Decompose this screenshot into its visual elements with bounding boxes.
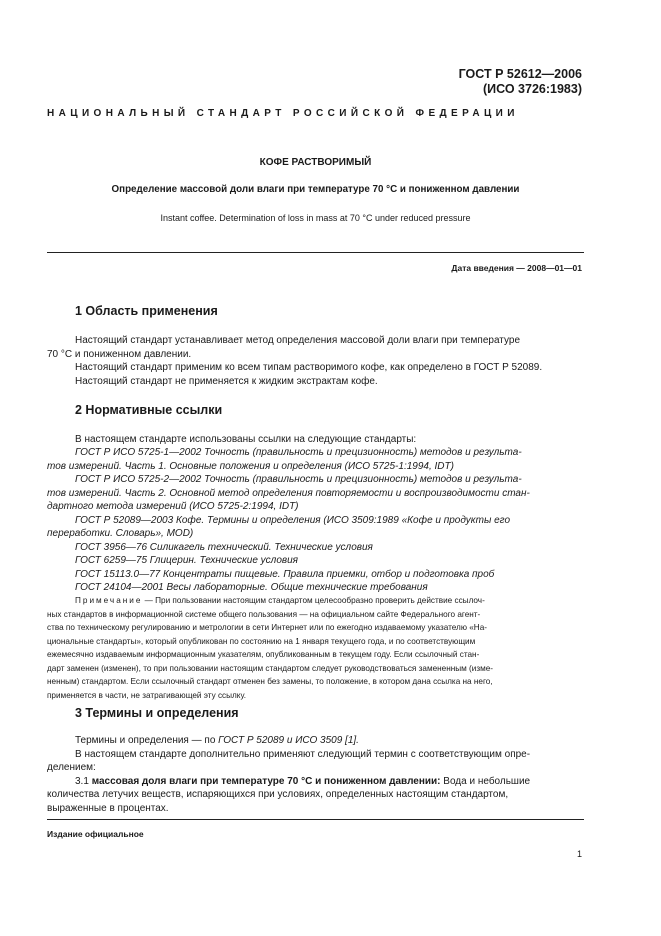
- refs-intro: [47, 433, 584, 447]
- standard-code: [459, 67, 582, 97]
- note-text: — При пользовании настоящим стандартом целесообразно проверить действие ссылоч-: [144, 596, 485, 605]
- reference-item: ГОСТ 6259—75 Глицерин. Технические условия: [75, 555, 299, 566]
- note-text: ных стандартов в информационной системе общего пользования — на официальном сайте Федерального агент-: [47, 609, 481, 619]
- reference-item-cont: переработки. Словарь», MOD): [47, 528, 194, 539]
- term-number: 3.1: [75, 775, 89, 787]
- scope-paragraph-1: Настоящий стандарт устанавливает метод определения массовой доли влаги при температуре: [75, 335, 521, 346]
- terms-intro: В настоящем стандарте дополнительно применяют следующий термин с соответствующим опре-: [75, 748, 531, 760]
- note-text: ства по техническому регулированию и метрологии в сети Интернет или по ежегодно издаваемому указателю «На-: [47, 623, 487, 632]
- reference-item-cont: тов измерений. Часть 1. Основные положения и определения (ИСО 5725-1:1994, IDT): [47, 460, 454, 472]
- section-3-body: [47, 734, 584, 815]
- reference-list: [47, 446, 584, 595]
- term-name: массовая доля влаги при температуре 70 °С и пониженном давлении:: [91, 775, 441, 787]
- reference-item-cont: дартного метода измерений (ИСО 5725-2:1994, IDT): [47, 501, 299, 512]
- terms-source-text: Термины и определения — по: [75, 735, 219, 746]
- document-title: КОФЕ РАСТВОРИМЫЙ: [259, 157, 372, 168]
- section-1-body: [47, 334, 584, 388]
- terms-source-refs: ГОСТ Р 52089 и ИСО 3509 [1].: [218, 735, 359, 746]
- reference-item: ГОСТ Р ИСО 5725-2—2002 Точность (правильность и прецизионность) методов и результа-: [75, 474, 522, 485]
- page-number: 1: [576, 849, 582, 859]
- refs-intro-text: В настоящем стандарте использованы ссылки на следующие стандарты:: [75, 434, 417, 445]
- scope-paragraph-3: Настоящий стандарт не применяется к жидким экстрактам кофе.: [75, 375, 378, 387]
- scope-paragraph-1-cont: 70 °С и пониженном давлении.: [47, 348, 192, 360]
- document-subtitle: Определение массовой доли влаги при температуре 70 °С и пониженном давлении: [111, 184, 520, 195]
- standard-number: ГОСТ Р 52612—2006: [458, 67, 582, 81]
- note-text: применяется в части, не затрагивающей эту ссылку.: [47, 690, 247, 700]
- note-text: ежемесячно издаваемым информационным указателям, опубликованным в текущем году. Если ссылочный стан-: [47, 650, 480, 659]
- reference-item: ГОСТ 3956—76 Силикагель технический. Технические условия: [75, 541, 373, 553]
- section-1-heading: 1 Область применения: [75, 304, 218, 318]
- reference-item: ГОСТ Р 52089—2003 Кофе. Термины и определения (ИСО 3509:1989 «Кофе и продукты его: [75, 514, 511, 526]
- note-label: Примечание: [75, 596, 143, 605]
- term-definition-cont: выраженные в процентах.: [47, 802, 169, 814]
- divider-rule: [47, 252, 584, 253]
- note-text: дарт заменен (изменен), то при пользовании настоящим стандартом следует руководствоваться замененным (изме-: [47, 663, 493, 673]
- reference-item: ГОСТ 15113.0—77 Концентраты пищевые. Правила приемки, отбор и подготовка проб: [75, 568, 495, 580]
- footer-rule: [47, 819, 584, 820]
- official-edition-label: Издание официальное: [47, 829, 144, 839]
- note-text: ненным) стандартом. Если ссылочный стандарт отменен без замены, то положение, в котором дана ссылка на него,: [47, 677, 493, 686]
- reference-item-cont: тов измерений. Часть 2. Основной метод определения повторяемости и воспроизводимости стан-: [47, 487, 530, 499]
- section-2-heading: 2 Нормативные ссылки: [75, 403, 223, 417]
- section-3-heading: 3 Термины и определения: [75, 706, 239, 720]
- national-standard-banner: НАЦИОНАЛЬНЫЙ СТАНДАРТ РОССИЙСКОЙ ФЕДЕРАЦИИ: [47, 108, 519, 119]
- term-definition-cont: количества летучих веществ, испаряющихся при условиях, определенных настоящим стандартом,: [47, 789, 509, 800]
- effective-date: Дата введения — 2008—01—01: [451, 263, 582, 273]
- english-title: Instant coffee. Determination of loss in mass at 70 °C under reduced pressure: [160, 213, 471, 223]
- reference-item: ГОСТ Р ИСО 5725-1—2002 Точность (правильность и прецизионность) методов и результа-: [75, 447, 522, 458]
- term-definition: Вода и небольшие: [443, 775, 531, 787]
- terms-intro-cont: делением:: [47, 762, 96, 773]
- scope-paragraph-2: Настоящий стандарт применим ко всем типам растворимого кофе, как определено в ГОСТ Р 52089.: [75, 362, 543, 373]
- note-text: циональные стандарты», который опубликован по состоянию на 1 января текущего года, и по соответствующим: [47, 636, 476, 646]
- iso-equivalent: (ИСО 3726:1983): [483, 82, 582, 96]
- note-block: [47, 594, 584, 702]
- reference-item: ГОСТ 24104—2001 Весы лабораторные. Общие технические требования: [75, 582, 428, 593]
